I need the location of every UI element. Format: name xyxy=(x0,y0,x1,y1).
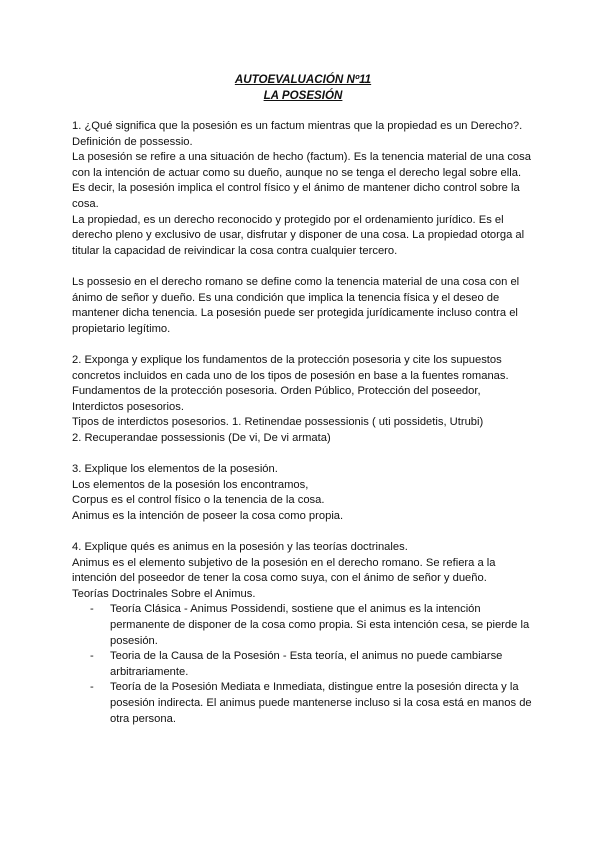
question-1: 1. ¿Qué significa que la posesión es un factum mientras que la propiedad es un Derecho?. Definición de possessio. xyxy=(72,120,523,148)
section-4 xyxy=(72,540,534,727)
paragraph-recuperandae: 2. Recuperandae possessionis (De vi, De vi armata) xyxy=(72,431,331,444)
document-page xyxy=(72,72,534,727)
list-item xyxy=(72,649,534,680)
teorias-list xyxy=(72,602,534,727)
section-2 xyxy=(72,353,534,447)
paragraph-elementos: Los elementos de la posesión los encontramos, xyxy=(72,478,309,491)
document-title-line-2: LA POSESIÓN xyxy=(263,89,343,102)
paragraph-tipos-interdictos: Tipos de interdictos posesorios. 1. Retinendae possessionis ( uti possidetis, Utrubi) xyxy=(72,416,484,429)
paragraph-posesion-factum: La posesión se refire a una situación de hecho (factum). Es la tenencia material de una cosa con la intención de actuar como su dueño, aunque no se tenga el derecho legal sobre ella. Es decir, la posesión implica el control físico y el ánimo de mantener dicho control sobre la cosa. xyxy=(72,151,531,210)
paragraph-possessio-definicion: Ls possesio en el derecho romano se define como la tenencia material de una cosa con el ánimo de señor y dueño. Es una condición que implica la tenencia física y el deseo de mantener dicha tenencia. La posesión puede ser protegida jurídicamente incluso contra el propietario legítimo. xyxy=(72,275,520,335)
paragraph-corpus: Corpus es el control físico o la tenencia de la cosa. xyxy=(72,494,325,507)
question-2: 2. Exponga y explique los fundamentos de la protección posesoria y cite los supuestos concretos incluidos en cada uno de los tipos de posesión en base a la fuentes romanas. xyxy=(72,353,509,382)
paragraph-propiedad-derecho: La propiedad, es un derecho reconocido y protegido por el ordenamiento jurídico. Es el derecho pleno y exclusivo de usar, disfrutar y disponer de una cosa. La propiedad otorga al titular la capacidad de reivindicar la cosa contra cualquier tercero. xyxy=(72,213,525,257)
question-3: 3. Explique los elementos de la posesión. xyxy=(72,463,278,476)
paragraph-fundamentos: Fundamentos de la protección posesoria. Orden Público, Protección del poseedor, Interdictos posesorios. xyxy=(72,385,481,413)
section-possessio xyxy=(72,275,534,337)
list-item-text: Teoría de la Posesión Mediata e Inmediata, distingue entre la posesión directa y la posesión indirecta. El animus puede mantenerse incluso si la cosa está en manos de otra persona. xyxy=(110,681,532,725)
paragraph-animus: Animus es la intención de poseer la cosa como propia. xyxy=(72,509,344,522)
dash-marker: - xyxy=(90,681,94,694)
list-item xyxy=(72,602,534,649)
section-1 xyxy=(72,119,534,259)
dash-marker: - xyxy=(90,603,94,616)
dash-marker: - xyxy=(90,650,94,663)
list-item-text: Teoria de la Causa de la Posesión - Esta teoría, el animus no puede cambiarse arbitrariamente. xyxy=(110,650,503,678)
question-4: 4. Explique qués es animus en la posesión y las teorías doctrinales. xyxy=(72,541,408,554)
document-title-line-1: AUTOEVALUACIÓN Nº11 xyxy=(234,73,372,86)
section-3 xyxy=(72,462,534,524)
paragraph-teorias-heading: Teorías Doctrinales Sobre el Animus. xyxy=(72,587,256,600)
paragraph-animus-definicion: Animus es el elemento subjetivo de la posesión en el derecho romano. Se refiera a la intención del poseedor de tener la cosa como suya, con el ánimo de señor y dueño. xyxy=(72,556,496,585)
list-item xyxy=(72,680,534,727)
list-item-text: Teoría Clásica - Animus Possidendi, sostiene que el animus es la intención permanente de disponer de la cosa como propia. Si esta intención cesa, se pierde la posesión. xyxy=(110,603,530,647)
